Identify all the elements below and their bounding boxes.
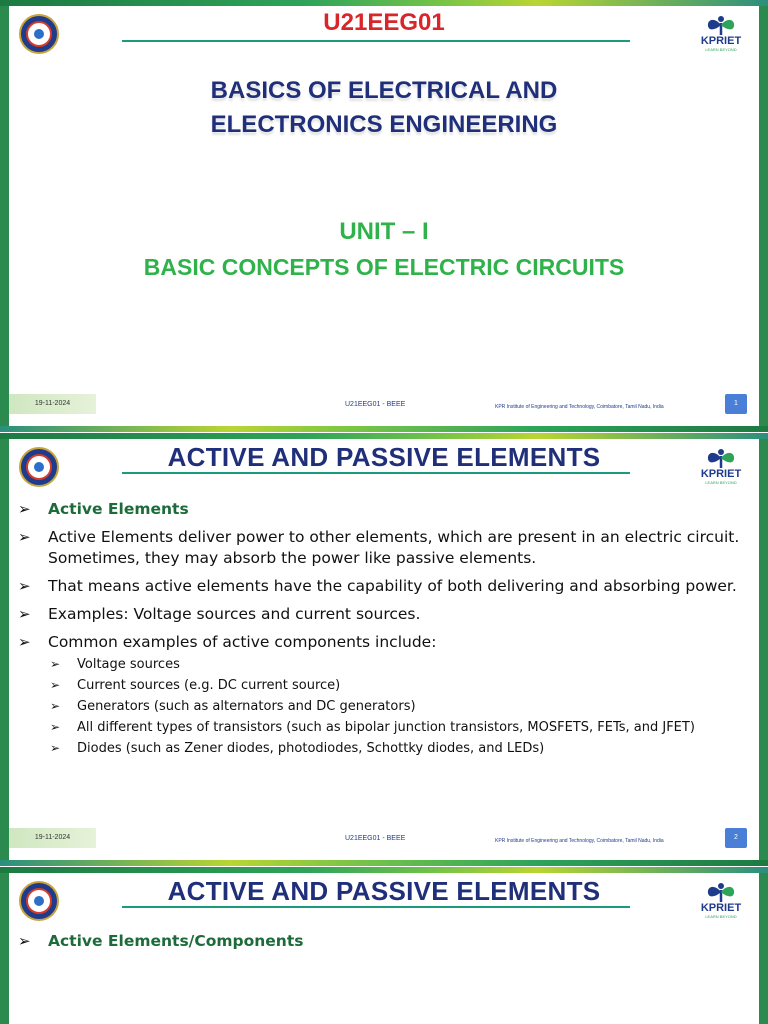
sub-bullet-text: Current sources (e.g. DC current source) xyxy=(77,678,341,693)
bullet-text: Active Elements deliver power to other elements, which are present in an electric circuit. Sometimes, they may absorb the power like passive elements. xyxy=(48,528,740,567)
list-item xyxy=(18,527,747,569)
bottom-stripe xyxy=(0,426,768,432)
title-rule xyxy=(122,472,630,474)
slide-3-body xyxy=(9,873,759,1024)
arrow-bullet-icon: ➢ xyxy=(50,657,61,671)
arrow-bullet-icon: ➢ xyxy=(50,678,61,692)
page-number: 1 xyxy=(725,394,747,414)
logo-brand: KPRIET xyxy=(700,35,742,47)
unit-label: UNIT – I xyxy=(339,218,429,245)
arrow-bullet-icon: ➢ xyxy=(18,932,31,950)
logo-tagline: LEARN BEYOND xyxy=(705,914,737,919)
course-title xyxy=(9,74,759,142)
sub-list-item xyxy=(18,717,747,738)
title-rule xyxy=(122,906,630,908)
slide-title: ACTIVE AND PASSIVE ELEMENTS xyxy=(167,876,601,906)
list-item xyxy=(18,931,747,952)
list-item xyxy=(18,576,747,597)
bottom-stripe xyxy=(0,860,768,866)
slide-1 xyxy=(0,0,768,432)
logo-brand: KPRIET xyxy=(700,902,742,914)
list-item xyxy=(18,499,747,520)
logo-tagline: LEARN BEYOND xyxy=(705,47,737,52)
arrow-bullet-icon: ➢ xyxy=(18,528,31,546)
slide-2-body xyxy=(9,439,759,860)
footer-institute: KPR Institute of Engineering and Technology, Coimbatore, Tamil Nadu, India xyxy=(495,838,664,844)
course-code-title: U21EEG01 xyxy=(323,9,445,36)
logo-brand: KPRIET xyxy=(700,468,742,480)
page-number: 2 xyxy=(725,828,747,848)
footer-course: U21EEG01 - BEEE xyxy=(345,401,406,408)
sub-bullet-text: Diodes (such as Zener diodes, photodiodes, Schottky diodes, and LEDs) xyxy=(77,741,545,756)
sub-list-item xyxy=(18,654,747,675)
course-title-line1: BASICS OF ELECTRICAL AND xyxy=(210,77,558,104)
slide-3 xyxy=(0,867,768,1024)
bullet-text: That means active elements have the capability of both delivering and absorbing power. xyxy=(48,577,737,595)
sub-bullet-text: Generators (such as alternators and DC generators) xyxy=(77,699,416,714)
unit-title: BASIC CONCEPTS OF ELECTRIC CIRCUITS xyxy=(143,254,625,280)
slide-1-body xyxy=(9,6,759,426)
sub-list-item xyxy=(18,675,747,696)
arrow-bullet-icon: ➢ xyxy=(18,633,31,651)
sub-list-item xyxy=(18,738,747,759)
course-title-line2: ELECTRONICS ENGINEERING xyxy=(210,111,558,138)
bullet-list xyxy=(18,931,747,959)
sub-list-item xyxy=(18,696,747,717)
section-heading: Active Elements/Components xyxy=(48,932,304,950)
bullet-list xyxy=(18,499,747,759)
title-rule xyxy=(122,40,630,42)
footer-date: 19-11-2024 xyxy=(9,828,96,848)
footer-date: 19-11-2024 xyxy=(9,394,96,414)
arrow-bullet-icon: ➢ xyxy=(50,720,61,734)
slide-title: ACTIVE AND PASSIVE ELEMENTS xyxy=(167,442,601,472)
footer-course: U21EEG01 - BEEE xyxy=(345,835,406,842)
bullet-text: Common examples of active components include: xyxy=(48,633,437,651)
logo-tagline: LEARN BEYOND xyxy=(705,480,737,485)
arrow-bullet-icon: ➢ xyxy=(18,605,31,623)
sub-bullet-text: Voltage sources xyxy=(77,657,180,672)
list-item xyxy=(18,604,747,625)
arrow-bullet-icon: ➢ xyxy=(50,699,61,713)
arrow-bullet-icon: ➢ xyxy=(18,500,31,518)
arrow-bullet-icon: ➢ xyxy=(50,741,61,755)
arrow-bullet-icon: ➢ xyxy=(18,577,31,595)
bullet-text: Examples: Voltage sources and current sources. xyxy=(48,605,421,623)
list-item xyxy=(18,632,747,653)
sub-bullet-text: All different types of transistors (such as bipolar junction transistors, MOSFETS, FETs, and JFET) xyxy=(77,720,695,735)
footer-institute: KPR Institute of Engineering and Technology, Coimbatore, Tamil Nadu, India xyxy=(495,404,664,410)
slide-2 xyxy=(0,433,768,866)
section-heading: Active Elements xyxy=(48,500,189,518)
